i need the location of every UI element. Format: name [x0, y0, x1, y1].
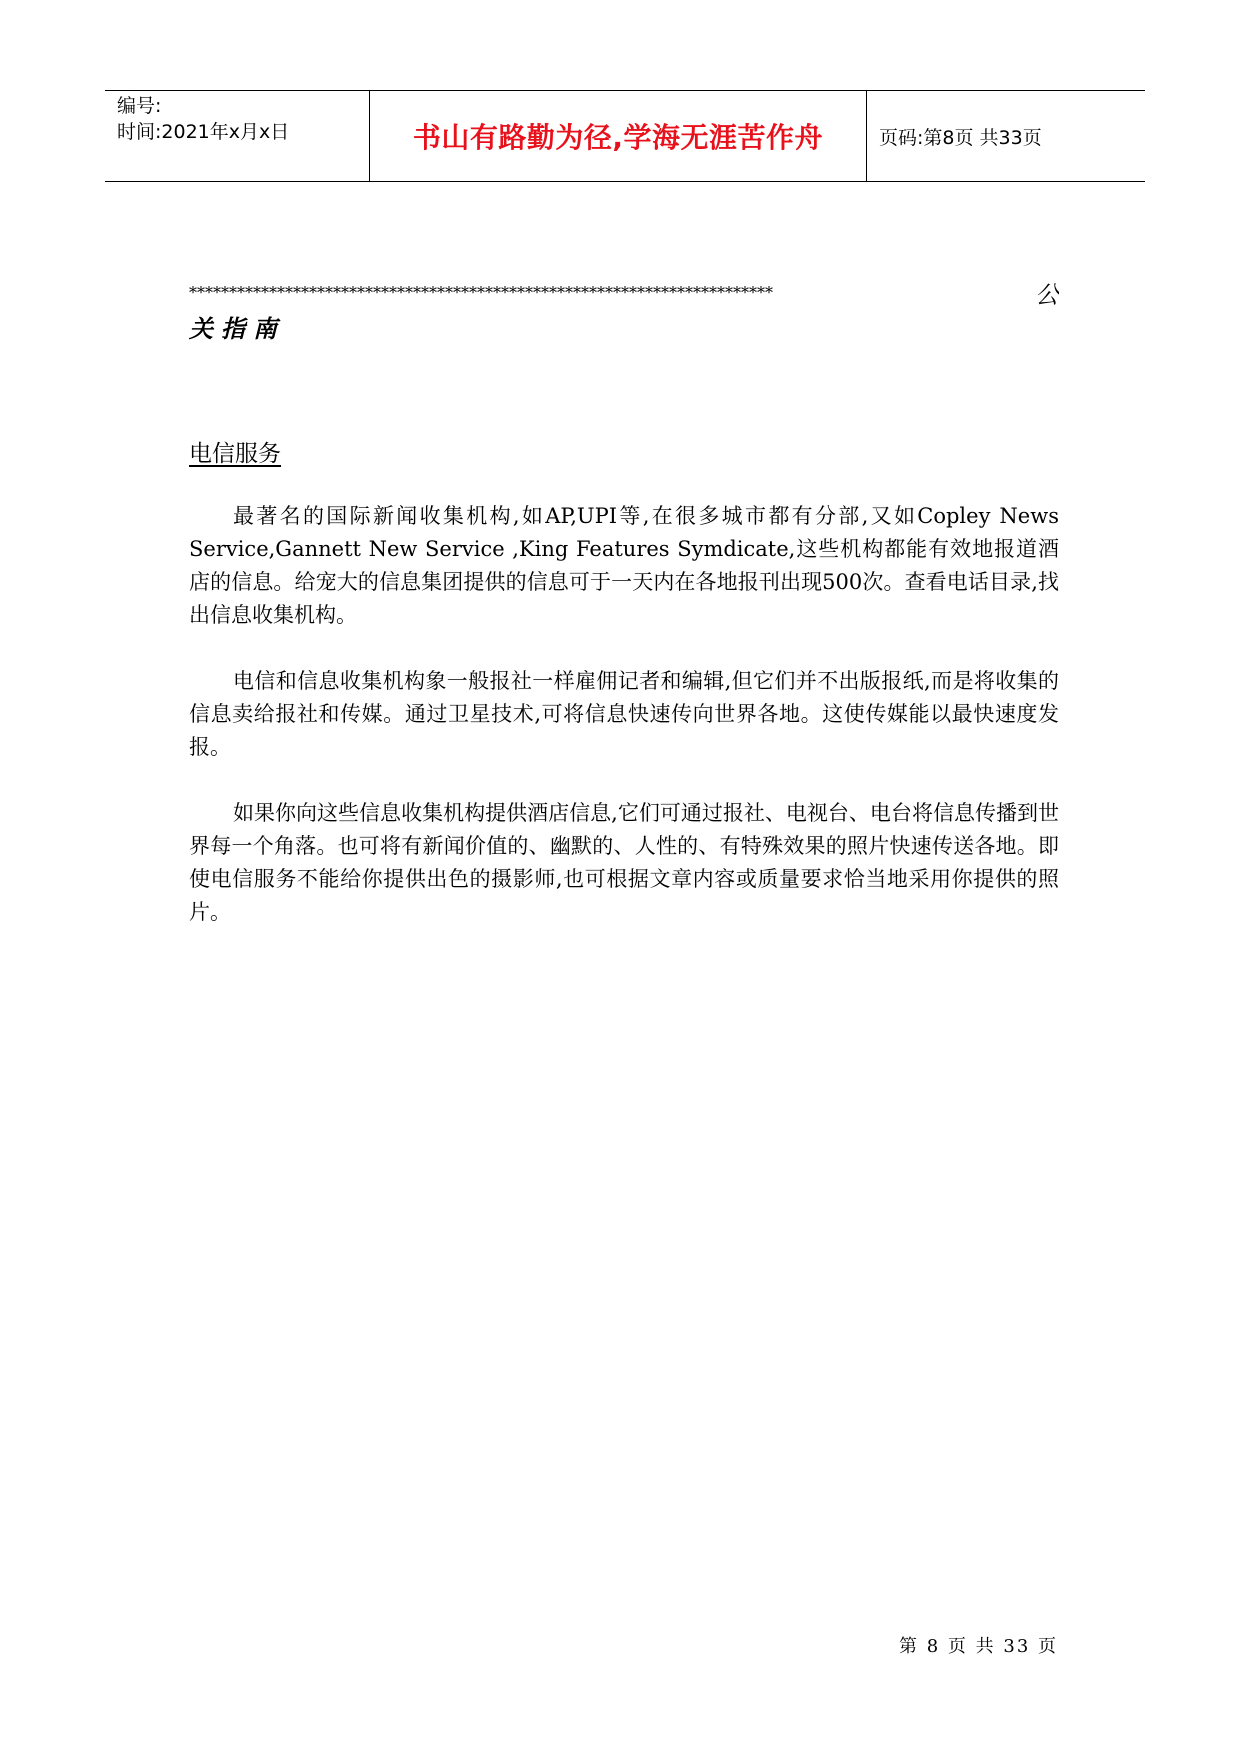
serial-label: 编号: [117, 95, 162, 117]
separator-line [189, 275, 1059, 307]
time-label: 时间:2021年x月x日 [117, 121, 290, 143]
paragraph-1: 最著名的国际新闻收集机构,如AP,UPI等,在很多城市都有分部,又如Copley News Service,Gannett New Service ,King Features Symdicate,这些机构都能有效地报道酒店的信息。给宠大的信息集团提供的信息可于一天内在各地报刊出现500次。查看电话目录,找出信息收集机构。 [189, 504, 1059, 627]
title-first-char: 公 [1035, 281, 1059, 307]
header-page-cell [867, 91, 1145, 181]
section-title: 电信服务 [189, 441, 281, 467]
paragraph-3: 如果你向这些信息收集机构提供酒店信息,它们可通过报社、电视台、电台将信息传播到世界每一个角落。也可将有新闻价值的、幽默的、人性的、有特殊效果的照片快速传送各地。即使电信服务不能给你提供出色的摄影师,也可根据文章内容或质量要求恰当地采用你提供的照片。 [189, 801, 1059, 924]
page-info: 页码:第8页 共33页 [879, 126, 1042, 149]
motto-text: 书山有路勤为径,学海无涯苦作舟 [412, 121, 824, 154]
header-info-cell [105, 91, 370, 181]
paragraph-2: 电信和信息收集机构象一般报社一样雇佣记者和编辑,但它们并不出版报纸,而是将收集的信息卖给报社和传媒。通过卫星技术,可将信息快速传向世界各地。这使传媒能以最快速度发报。 [189, 669, 1059, 759]
page-footer: 第 8 页 共 33 页 [899, 1636, 1058, 1657]
document-body [189, 275, 1059, 929]
star-separator: ************************************************************************* [189, 283, 773, 302]
guide-title: 关指南 [189, 314, 285, 343]
header-motto-cell [370, 91, 867, 181]
page-header [105, 90, 1145, 182]
